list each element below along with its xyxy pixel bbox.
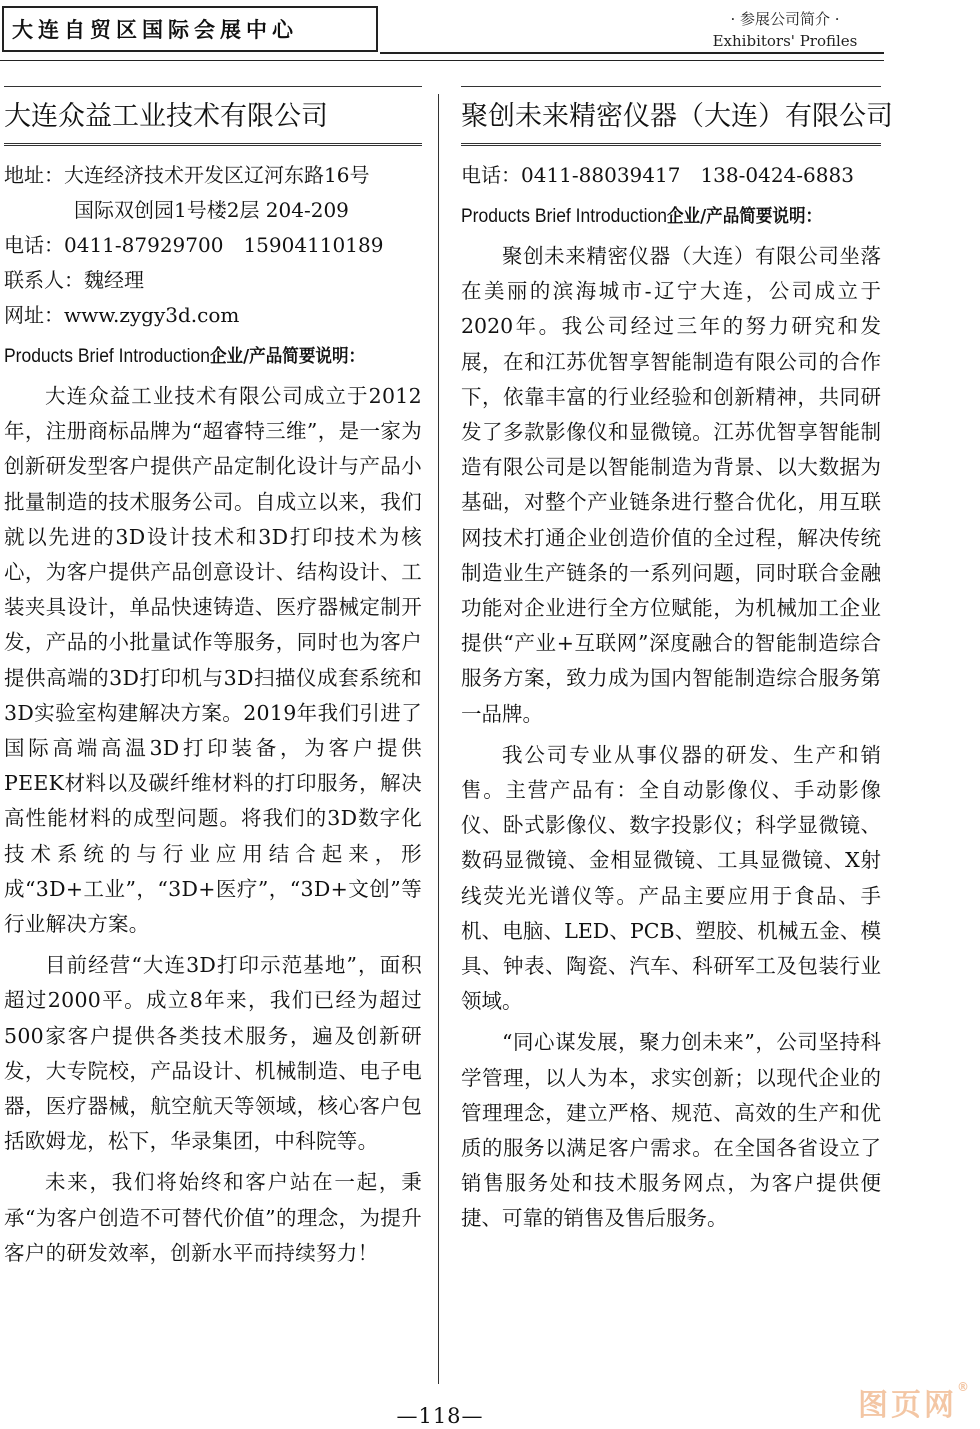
- right-contact-block: [461, 158, 881, 193]
- header-rule-thin: [0, 60, 884, 61]
- right-column: [461, 86, 893, 1237]
- header-title: 大连自贸区国际会展中心: [12, 18, 298, 42]
- right-company-title: 聚创未来精密仪器（大连）有限公司: [461, 86, 881, 146]
- header-title-box: [2, 6, 378, 52]
- left-company-title: 大连众益工业技术有限公司: [4, 86, 422, 146]
- column-divider: [438, 94, 439, 1384]
- left-paragraph: 未来，我们将始终和客户站在一起，秉承“为客户创造不可替代价值”的理念，为提升客户的研发效率，创新水平而持续努力！: [4, 1170, 422, 1265]
- left-contact-website: 网址：www.zygy3d.com: [4, 303, 240, 327]
- right-paragraph: 聚创未来精密仪器（大连）有限公司坐落在美丽的滨海城市-辽宁大连，公司成立于2020年。我公司经过三年的努力研究和发展，在和江苏优智享智能制造有限公司的合作下，依靠丰富的行业经验和创新精神，共同研发了多款影像仪和显微镜。江苏优智享智能制造有限公司是以智能制造为背景、以大数据为基础，对整个产业链条进行整合优化，用互联网技术打通企业创造价值的全过程，解决传统制造业生产链条的一系列问题，同时联合金融功能对企业进行全方位赋能，为机械加工企业提供“产业+互联网”深度融合的智能制造综合服务方案，致力成为国内智能制造综合服务第一品牌。: [461, 244, 881, 726]
- right-contact-phone: 电话：0411-88039417 138-0424-6883: [461, 163, 854, 187]
- left-contact-person: 联系人：魏经理: [4, 268, 144, 292]
- left-contact-address: 地址：大连经济技术开发区辽河东路16号: [4, 163, 370, 187]
- header-section-cn: · 参展公司简介 ·: [730, 10, 840, 28]
- right-section-heading: Products Brief Introduction企业/产品简要说明：: [461, 206, 823, 227]
- left-paragraph: 目前经营“大连3D打印示范基地”，面积超过2000平。成立8年来，我们已经为超过500家客户提供各类技术服务，遍及创新研发，大专院校，产品设计、机械制造、电子电器，医疗器械，航空航天等领域，核心客户包括欧姆龙，松下，华录集团，中科院等。: [4, 953, 422, 1154]
- right-paragraph: 我公司专业从事仪器的研发、生产和销售。主营产品有：全自动影像仪、手动影像仪、卧式影像仪、数字投影仪；科学显微镜、数码显微镜、金相显微镜、工具显微镜、X射线荧光光谱仪等。产品主要应用于食品、手机、电脑、LED、PCB、塑胶、机械五金、模具、钟表、陶瓷、汽车、科研军工及包装行业领域。: [461, 742, 881, 1014]
- left-paragraph: 大连众益工业技术有限公司成立于2012年，注册商标品牌为“超睿特三维”，是一家为创新研发型客户提供产品定制化设计与产品小批量制造的技术服务公司。自成立以来，我们就以先进的3D设计技术和3D打印技术为核心，为客户提供产品创意设计、结构设计、工装夹具设计，单品快速铸造、医疗器械定制开发，产品的小批量试作等服务，同时也为客户提供高端的3D打印机与3D扫描仪成套系统和3D实验室构建解决方案。2019年我们引进了国际高端高温3D打印装备，为客户提供PEEK材料以及碳纤维材料的打印服务，解决高性能材料的成型问题。将我们的3D数字化技术系统的与行业应用结合起来，形成“3D+工业”，“3D+医疗”，“3D+文创”等行业解决方案。: [4, 384, 422, 937]
- header-section-label: [690, 8, 880, 52]
- watermark-logo: 图页网®: [858, 1380, 972, 1423]
- left-section-heading: Products Brief Introduction企业/产品简要说明：: [4, 346, 366, 367]
- left-contact-address-cont: 国际双创园1号楼2层 204-209: [74, 198, 349, 222]
- header-rule: [380, 52, 884, 54]
- left-contact-block: [4, 158, 422, 333]
- page-number: —118—: [396, 1404, 484, 1428]
- right-paragraph: “同心谋发展，聚力创未来”，公司坚持科学管理，以人为本，求实创新；以现代企业的管理理念，建立严格、规范、高效的生产和优质的服务以满足客户需求。在全国各省设立了销售服务处和技术服务网点，为客户提供便捷、可靠的销售及售后服务。: [461, 1030, 881, 1231]
- header-section-en: Exhibitors' Profiles: [712, 32, 858, 50]
- left-contact-phone: 电话：0411-87929700 15904110189: [4, 233, 384, 257]
- left-column: [4, 86, 422, 1271]
